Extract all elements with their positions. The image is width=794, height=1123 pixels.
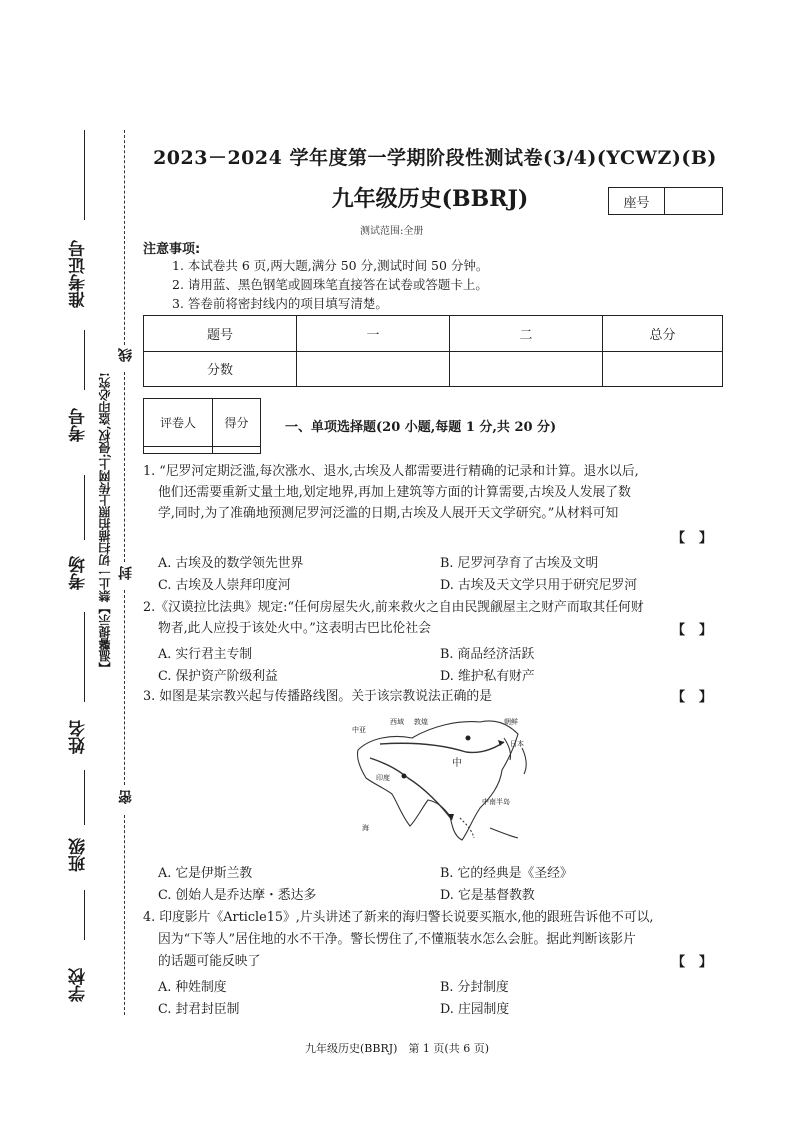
map-label: 日本	[510, 740, 524, 748]
test-range: 测试范围:全册	[360, 226, 424, 237]
option-a[interactable]: A. 实行君主专制	[158, 647, 253, 662]
question-line: 4. 印度影片《Article15》,片头讲述了新来的海归警长说要买瓶水,他的跟班告诉他不可以,	[143, 910, 654, 925]
score-row-label: 分数	[144, 351, 297, 387]
question-line: 学,同时,为了准确地预测尼罗河泛滥的日期,古埃及人展开天文学研究。”从材料可知	[158, 506, 619, 521]
name-line	[84, 612, 85, 702]
option-b[interactable]: B. 它的经典是《圣经》	[440, 866, 573, 881]
name-label: 姓名	[69, 720, 89, 754]
seat-label: 座号	[609, 188, 665, 214]
answer-bracket[interactable]: 【】	[671, 690, 726, 705]
exam-no-label: 考号	[69, 408, 89, 442]
score-label: 得分	[213, 399, 261, 447]
map-label: 中亚	[352, 726, 366, 734]
option-b[interactable]: B. 商品经济活跃	[440, 647, 535, 662]
seal-mi: 密	[118, 790, 134, 804]
seat-input[interactable]	[665, 188, 722, 214]
grader-table	[143, 398, 261, 454]
option-c[interactable]: C. 保护资产阶级利益	[158, 669, 278, 684]
score-header-cell: 二	[450, 316, 603, 352]
page-footer: 九年级历史(BBRJ) 第 1 页(共 6 页)	[304, 1042, 489, 1055]
map-label: 敦煌	[414, 718, 428, 726]
seal-xian: 线	[118, 348, 134, 362]
note-item: 1. 本试卷共 6 页,两大题,满分 50 分,测试时间 50 分钟。	[172, 258, 489, 273]
score-cell[interactable]	[450, 351, 603, 387]
question-line: 的话题可能反映了	[158, 954, 261, 969]
score-cell[interactable]	[297, 351, 450, 387]
map-label: 中南半岛	[482, 798, 510, 806]
seal-line-top	[124, 130, 125, 345]
option-d[interactable]: D. 它是基督教教	[440, 888, 535, 903]
school-label: 学校	[69, 968, 89, 1002]
option-d[interactable]: D. 古埃及天文学只用于研究尼罗河	[440, 578, 638, 593]
note-item: 3. 答卷前将密封线内的项目填写清楚。	[172, 296, 388, 311]
exam-room-label: 考场	[69, 556, 89, 590]
question-line: 2.《汉谟拉比法典》规定:“任何房屋失火,前来救火之自由民觊觎屋主之财产而取其任何财	[143, 600, 644, 615]
question-line: 物者,此人应投于该处火中。”这表明古巴比伦社会	[158, 621, 431, 636]
option-c[interactable]: C. 古埃及人崇拜印度河	[158, 578, 291, 593]
score-header-cell: 总分	[603, 316, 723, 352]
seal-line-low	[124, 590, 125, 785]
notes-heading: 注意事项:	[143, 242, 201, 257]
exam-title: 2023－2024 学年度第一学期阶段性测试卷(3/4)(YCWZ)(B)	[153, 147, 717, 169]
religion-spread-map	[340, 708, 540, 848]
map-label: 中	[452, 758, 462, 769]
school-line	[84, 890, 85, 940]
map-label: 印度	[376, 774, 390, 782]
seal-feng: 封	[118, 566, 134, 580]
ticket-no-label: 准考证号	[69, 240, 89, 308]
answer-bracket[interactable]: 【】	[671, 531, 726, 546]
answer-bracket[interactable]: 【】	[671, 955, 726, 970]
score-header-cell: 题号	[144, 316, 297, 352]
score-table	[143, 315, 723, 387]
score-cell[interactable]	[603, 351, 723, 387]
seal-line-bottom	[124, 815, 125, 1015]
question-line: 3. 如图是某宗教兴起与传播路线图。关于该宗教说法正确的是	[143, 689, 492, 704]
option-d[interactable]: D. 庄园制度	[440, 1002, 510, 1017]
map-label: 海	[362, 824, 369, 832]
subject-title: 九年级历史(BBRJ)	[331, 186, 529, 212]
answer-bracket[interactable]: 【】	[671, 623, 726, 638]
section-heading: 一、单项选择题(20 小题,每题 1 分,共 20 分)	[285, 420, 557, 435]
question-line: 因为“下等人”居住地的水不干净。警长愣住了,不懂瓶装水怎么会脏。据此判断该影片	[158, 932, 636, 947]
option-b[interactable]: B. 尼罗河孕育了古埃及文明	[440, 556, 599, 571]
copyright-notice: 【温馨提示】禁止一切扫描拍照上传网上;侵权,盗印必究!	[98, 372, 112, 674]
question-line: 他们还需要重新丈量土地,划定地界,再加上建筑等方面的计算需要,古埃及人发展了数	[158, 485, 631, 500]
exam-no-line	[84, 330, 85, 390]
grader-label: 评卷人	[144, 399, 213, 447]
map-label: 朝鲜	[504, 718, 518, 726]
grader-cell[interactable]	[144, 446, 213, 453]
option-b[interactable]: B. 分封制度	[440, 980, 509, 995]
note-item: 2. 请用蓝、黑色钢笔或圆珠笔直接答在试卷或答题卡上。	[172, 277, 488, 292]
option-d[interactable]: D. 维护私有财产	[440, 669, 535, 684]
seat-number-box	[608, 187, 723, 215]
class-line	[84, 770, 85, 825]
exam-room-line	[84, 475, 85, 540]
score-header-cell: 一	[297, 316, 450, 352]
seal-line-mid	[124, 372, 125, 562]
score-cell[interactable]	[213, 446, 261, 453]
option-c[interactable]: C. 创始人是乔达摩・悉达多	[158, 888, 317, 903]
option-a[interactable]: A. 古埃及的数学领先世界	[158, 556, 304, 571]
class-label: 班级	[69, 838, 89, 872]
option-a[interactable]: A. 它是伊斯兰教	[158, 866, 253, 881]
question-line: 1. “尼罗河定期泛滥,每次涨水、退水,古埃及人都需要进行精确的记录和计算。退水以后,	[143, 464, 639, 479]
option-c[interactable]: C. 封君封臣制	[158, 1002, 240, 1017]
option-a[interactable]: A. 种姓制度	[158, 980, 227, 995]
map-label: 西域	[390, 718, 404, 726]
ticket-no-line	[84, 130, 85, 220]
